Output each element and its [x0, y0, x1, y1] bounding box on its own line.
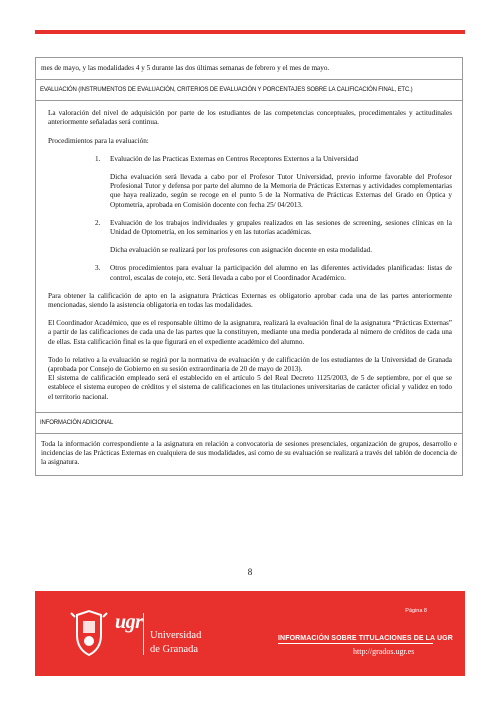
logo-divider — [143, 613, 144, 655]
apto-paragraph: Para obtener la calificación de apto en la asignatura Prácticas Externas es obligatorio aprobar cada una de las partes anteriormente mencionadas, siendo la asistencia obligatoria en todas las modalidades. — [48, 291, 452, 310]
footer-url-link[interactable]: http://grados.ugr.es — [353, 647, 415, 656]
sistema-paragraph: El sistema de calificación empleado será el establecido en el artículo 5 del Real Decreto 1125/2003, de 5 de septiembre, por el que se establece el sistema europeo de créditos y el sistema de calificaciones en las titulaciones universitarias de carácter oficial y validez en todo el territorio nacional. — [48, 374, 452, 401]
top-red-bar — [35, 30, 465, 34]
list-number: 1. — [95, 154, 101, 163]
document-table — [35, 57, 463, 476]
evaluacion-section — [36, 101, 462, 413]
evaluacion-header: EVALUACIÓN (INSTRUMENTOS DE EVALUACIÓN, CRITERIOS DE EVALUACIÓN Y PORCENTAJES SOBRE LA CALIFICACIÓN FINAL, ETC.) — [36, 80, 462, 101]
list-item — [48, 219, 452, 237]
procedimientos-label: Procedimientos para la evaluación: — [48, 136, 149, 145]
list-item-title: Evaluación de las Practicas Externas en Centros Receptores Externos a la Universidad — [110, 154, 359, 163]
ugr-logo-text: ugr — [115, 611, 143, 633]
ugr-seal-icon — [69, 609, 109, 657]
footer-banner — [35, 591, 465, 676]
list-number: 2. — [95, 218, 101, 227]
list-item-detail: Dicha evaluación se realizará por los profesores con asignación docente en esta modalidad. — [110, 246, 373, 255]
list-item-detail: Dicha evaluación será llevada a cabo por el Profesor Tutor Universidad, previo informe favorable del Profesor Profesional Tutor y defensa por parte del alumno de la Memoria de Prácticas Externas y actividades complementarias que haya realizado, según se recoge en el punto 5 de la Normativa de Prácticas Externas del Grado en Óptica y Optometría, aprobada en Comisión docente con fecha 25/ 04/2013. — [110, 173, 452, 209]
continuation-text: mes de mayo, y las modalidades 4 y 5 durante las dos últimas semanas de febrero y el mes de mayo. — [36, 58, 462, 80]
university-name-line1: Universidad — [150, 630, 202, 641]
footer-page-label: Página 8 — [405, 608, 427, 614]
normativa-paragraph: Todo lo relativo a la evaluación se regirá por la normativa de evaluación y de calificación de los estudiantes de la Universidad de Granada (aprobada por Consejo de Gobierno en su sesión extraordinaria de 20 de mayo de 2013). — [48, 355, 452, 374]
info-header: INFORMACIÓN ADICIONAL — [36, 413, 462, 434]
list-item — [48, 155, 452, 164]
university-name — [150, 629, 201, 657]
evaluacion-intro: La valoración del nivel de adquisición por parte de los estudiantes de las competencias conceptuales, procedimentales y actitudinales anteriormente señaladas será continua. — [48, 109, 452, 127]
footer-divider — [278, 643, 433, 644]
list-number: 3. — [95, 264, 101, 273]
list-item-title: Evaluación de los trabajos individuales y grupales realizados en las sesiones de screening, sesiones clínicas en la Unidad de Optometría, en los seminarios y en las tutorías académicas. — [110, 218, 452, 237]
page-number: 8 — [247, 567, 253, 577]
info-text: Toda la información correspondiente a la asignatura en relación a convocatoria de sesiones presenciales, organización de grupos, desarrollo e incidencias de las Prácticas Externas en cualquiera de sus modalidades, así como de su evaluación se realizará a través del tablón de docencia de la asignatura. — [41, 439, 457, 467]
list-item-title: Otros procedimientos para evaluar la participación del alumno en las diferentes actividades planificadas: listas de control, escalas de cotejo, etc. Será llevada a cabo por el Coordinador Académico. — [110, 264, 452, 282]
list-item — [48, 264, 452, 282]
university-name-line2: de Granada — [150, 644, 199, 655]
footer-title: INFORMACIÓN SOBRE TITULACIONES DE LA UGR — [278, 635, 453, 642]
coordinador-paragraph: El Coordinador Académico, que es el responsable último de la asignatura, realizará la evaluación final de la asignatura “Prácticas Externas” a partir de las calificaciones de cada una de las partes que la constituyen, mediante una media ponderada al número de créditos de cada una de ellas. Esta calificación final es la que figurará en el expediente académico del alumno. — [48, 319, 452, 346]
